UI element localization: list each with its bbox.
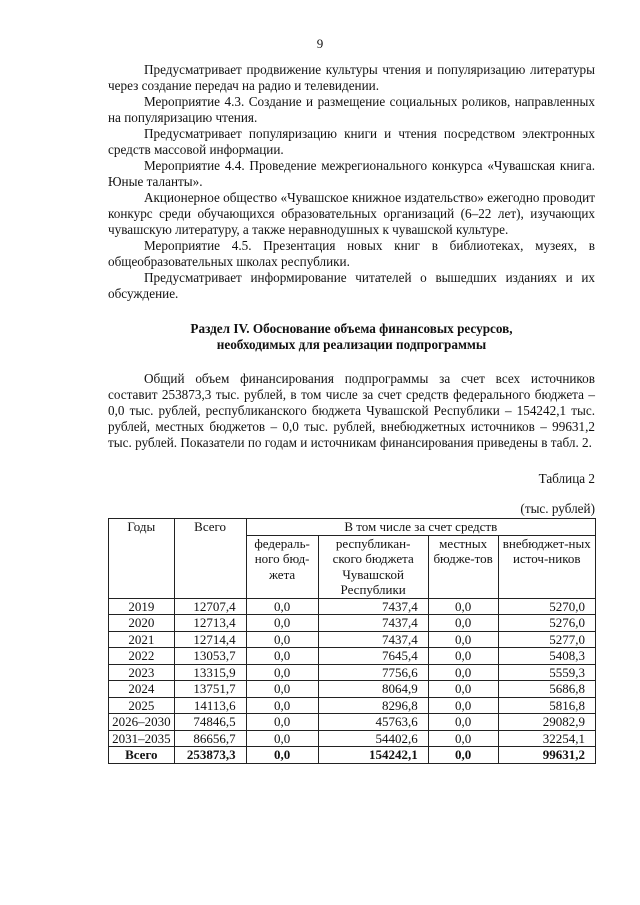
cell-federal: 0,0 xyxy=(246,747,318,764)
cell-republic: 8296,8 xyxy=(318,697,428,714)
cell-republic: 7437,4 xyxy=(318,631,428,648)
table-row xyxy=(109,598,596,615)
cell-local: 0,0 xyxy=(428,681,498,698)
cell-total: 12714,4 xyxy=(174,631,246,648)
cell-year: 2024 xyxy=(109,681,175,698)
cell-year: 2019 xyxy=(109,598,175,615)
table-row xyxy=(109,631,596,648)
paragraph: Предусматривает продвижение культуры чтения и популяризацию литературы через создание передач на радио и телевидении. xyxy=(108,62,595,93)
header-total: Всего xyxy=(174,519,246,599)
cell-year: Всего xyxy=(109,747,175,764)
table-row xyxy=(109,681,596,698)
cell-extra: 5277,0 xyxy=(498,631,595,648)
cell-local: 0,0 xyxy=(428,664,498,681)
table-units: (тыс. рублей) xyxy=(520,501,595,516)
section-heading xyxy=(108,321,595,353)
paragraph: Предусматривает информирование читателей о вышедших изданиях и их обсуждение. xyxy=(108,270,595,301)
cell-federal: 0,0 xyxy=(246,648,318,665)
cell-extra: 5686,8 xyxy=(498,681,595,698)
section-heading-line2: необходимых для реализации подпрограммы xyxy=(216,337,487,352)
page-number: 9 xyxy=(316,36,324,51)
cell-total: 86656,7 xyxy=(174,730,246,747)
cell-extra: 5270,0 xyxy=(498,598,595,615)
cell-extra: 5276,0 xyxy=(498,615,595,632)
cell-local: 0,0 xyxy=(428,730,498,747)
cell-federal: 0,0 xyxy=(246,714,318,731)
cell-extra: 32254,1 xyxy=(498,730,595,747)
table-row xyxy=(109,697,596,714)
cell-local: 0,0 xyxy=(428,697,498,714)
cell-federal: 0,0 xyxy=(246,631,318,648)
cell-total: 14113,6 xyxy=(174,697,246,714)
cell-year: 2023 xyxy=(109,664,175,681)
paragraph: Предусматривает популяризацию книги и чтения посредством электронных средств массовой информации. xyxy=(108,126,595,157)
section-heading-line1: Раздел IV. Обоснование объема финансовых ресурсов, xyxy=(190,321,513,336)
cell-year: 2026–2030 xyxy=(109,714,175,731)
cell-year: 2022 xyxy=(109,648,175,665)
table-row xyxy=(109,664,596,681)
cell-federal: 0,0 xyxy=(246,598,318,615)
cell-republic: 7645,4 xyxy=(318,648,428,665)
cell-republic: 8064,9 xyxy=(318,681,428,698)
paragraph: Мероприятие 4.4. Проведение межрегионального конкурса «Чувашская книга. Юные таланты». xyxy=(108,158,595,189)
cell-extra: 29082,9 xyxy=(498,714,595,731)
header-local: местных бюдже-тов xyxy=(428,535,498,598)
cell-federal: 0,0 xyxy=(246,697,318,714)
cell-local: 0,0 xyxy=(428,615,498,632)
header-extra: внебюджет-ных источ-ников xyxy=(498,535,595,598)
cell-year: 2021 xyxy=(109,631,175,648)
cell-republic: 7437,4 xyxy=(318,615,428,632)
table-row xyxy=(109,730,596,747)
header-federal: федераль-ного бюд-жета xyxy=(246,535,318,598)
cell-local: 0,0 xyxy=(428,598,498,615)
cell-total: 253873,3 xyxy=(174,747,246,764)
cell-extra: 99631,2 xyxy=(498,747,595,764)
cell-republic: 154242,1 xyxy=(318,747,428,764)
paragraph: Мероприятие 4.5. Презентация новых книг в библиотеках, музеях, в общеобразовательных школах республики. xyxy=(108,238,595,269)
cell-local: 0,0 xyxy=(428,714,498,731)
cell-local: 0,0 xyxy=(428,648,498,665)
cell-local: 0,0 xyxy=(428,747,498,764)
paragraph: Акционерное общество «Чувашское книжное издательство» ежегодно проводит конкурс среди обучающихся образовательных организаций (6–22 лет), изучающих чувашскую литературу, а также неравнодушных к чувашской культуре. xyxy=(108,190,595,237)
cell-extra: 5816,8 xyxy=(498,697,595,714)
document-body xyxy=(108,62,595,764)
cell-total: 13751,7 xyxy=(174,681,246,698)
cell-year: 2031–2035 xyxy=(109,730,175,747)
cell-total: 74846,5 xyxy=(174,714,246,731)
table-label: Таблица 2 xyxy=(538,471,595,486)
table-row xyxy=(109,648,596,665)
cell-year: 2020 xyxy=(109,615,175,632)
financing-table xyxy=(108,518,596,764)
section-paragraph: Общий объем финансирования подпрограммы за счет всех источников составит 253873,3 тыс. рублей, в том числе за счет средств федерального бюджета – 0,0 тыс. рублей, республиканского бюджета Чувашской Республики – 154242,1 тыс. рублей, местных бюджетов – 0,0 тыс. рублей, внебюджетных источников – 99631,2 тыс. рублей. Показатели по годам и источникам финансирования приведены в табл. 2. xyxy=(108,371,595,450)
cell-extra: 5559,3 xyxy=(498,664,595,681)
cell-republic: 7756,6 xyxy=(318,664,428,681)
cell-local: 0,0 xyxy=(428,631,498,648)
cell-federal: 0,0 xyxy=(246,681,318,698)
cell-total: 13315,9 xyxy=(174,664,246,681)
table-body xyxy=(109,598,596,763)
cell-year: 2025 xyxy=(109,697,175,714)
header-group: В том числе за счет средств xyxy=(246,519,595,536)
table-row xyxy=(109,714,596,731)
table-total-row xyxy=(109,747,596,764)
cell-federal: 0,0 xyxy=(246,730,318,747)
header-years: Годы xyxy=(109,519,175,599)
cell-total: 13053,7 xyxy=(174,648,246,665)
cell-extra: 5408,3 xyxy=(498,648,595,665)
cell-republic: 45763,6 xyxy=(318,714,428,731)
cell-total: 12713,4 xyxy=(174,615,246,632)
cell-republic: 54402,6 xyxy=(318,730,428,747)
cell-total: 12707,4 xyxy=(174,598,246,615)
header-republic: республикан-ского бюджета Чувашской Республики xyxy=(318,535,428,598)
table-row xyxy=(109,615,596,632)
cell-federal: 0,0 xyxy=(246,664,318,681)
paragraph: Мероприятие 4.3. Создание и размещение социальных роликов, направленных на популяризацию чтения. xyxy=(108,94,595,125)
cell-federal: 0,0 xyxy=(246,615,318,632)
cell-republic: 7437,4 xyxy=(318,598,428,615)
